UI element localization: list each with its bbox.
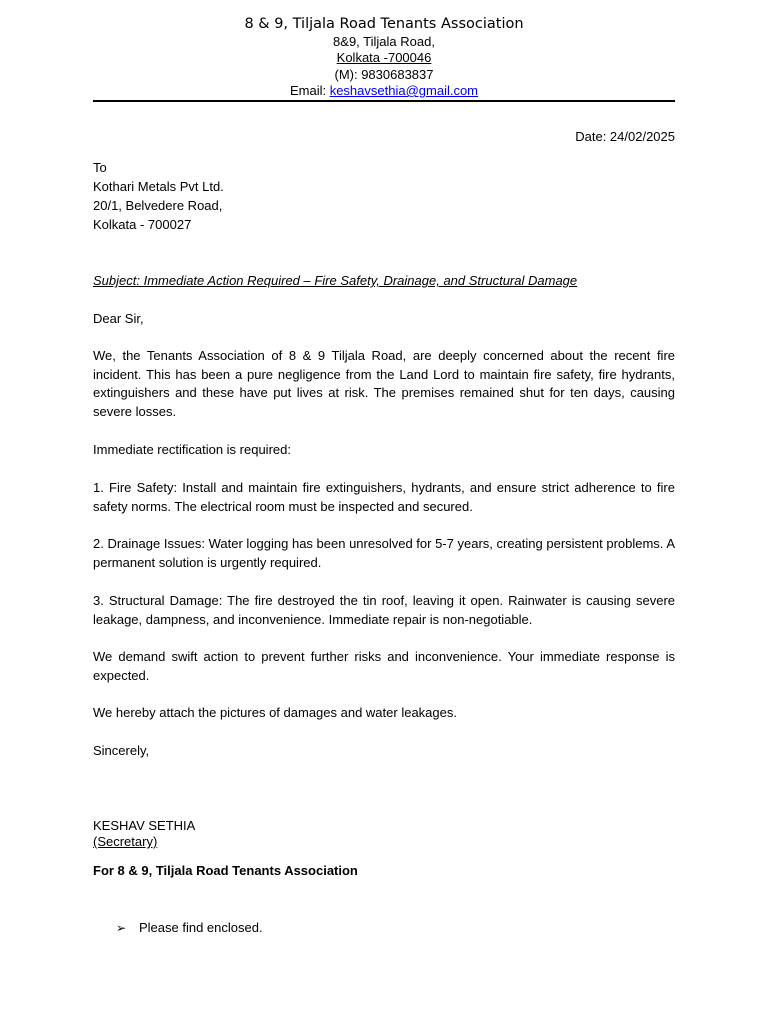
letterhead-phone: (M): 9830683837 [334, 67, 434, 82]
subject-text: Subject: Immediate Action Required – Fire Safety, Drainage, and Structural Damage [93, 273, 578, 288]
recipient-city: Kolkata - 700027 [93, 217, 192, 232]
arrowhead-bullet-icon: ➢ [116, 921, 127, 935]
point-structural-damage: 3. Structural Damage: The fire destroyed the tin roof, leaving it open. Rainwater is causing severe leakage, dampness, and inconvenience. Immediate repair is non-negotiable. [93, 593, 675, 627]
rectification-heading: Immediate rectification is required: [93, 442, 291, 457]
demand-paragraph: We demand swift action to prevent further risks and inconvenience. Your immediate response is expected. [93, 649, 675, 683]
attachment-note: We hereby attach the pictures of damages and water leakages. [93, 705, 457, 720]
subject-line [93, 273, 675, 289]
signatory-role-line [93, 834, 675, 850]
signatory-role: (Secretary) [93, 834, 158, 849]
letterhead-divider [93, 100, 675, 102]
letterhead-address-line1: 8&9, Tiljala Road, [333, 34, 435, 49]
letterhead-title: 8 & 9, Tiljala Road Tenants Association [244, 16, 524, 32]
signatory-name: KESHAV SETHIA [93, 818, 196, 833]
letterhead-city: Kolkata -700046 [336, 50, 432, 65]
closing: Sincerely, [93, 743, 150, 758]
point-drainage: 2. Drainage Issues: Water logging has been unresolved for 5-7 years, creating persistent problems. A permanent solution is urgently required. [93, 536, 675, 570]
letterhead-address-line2 [0, 50, 768, 66]
point-fire-safety: 1. Fire Safety: Install and maintain fire extinguishers, hydrants, and ensure strict adherence to fire safety norms. The electrical room must be inspected and secured. [93, 480, 675, 514]
salutation: Dear Sir, [93, 311, 144, 326]
email-link[interactable]: keshavsethia@gmail.com [329, 83, 479, 98]
letter-date: Date: 24/02/2025 [575, 129, 675, 144]
recipient-name: Kothari Metals Pvt Ltd. [93, 179, 224, 194]
email-label: Email: [289, 83, 330, 98]
signatory-organization: For 8 & 9, Tiljala Road Tenants Association [93, 863, 358, 878]
recipient-street: 20/1, Belvedere Road, [93, 198, 223, 213]
letterhead-email-line [0, 83, 768, 99]
recipient-to: To [93, 160, 107, 175]
intro-paragraph: We, the Tenants Association of 8 & 9 Tiljala Road, are deeply concerned about the recent fire incident. This has been a pure negligence from the Land Lord to maintain fire safety, fire hydrants, extinguishers and these have put lives at risk. The premises remained shut for ten days, causing severe losses. [93, 348, 675, 420]
enclosure-note: Please find enclosed. [139, 920, 263, 935]
